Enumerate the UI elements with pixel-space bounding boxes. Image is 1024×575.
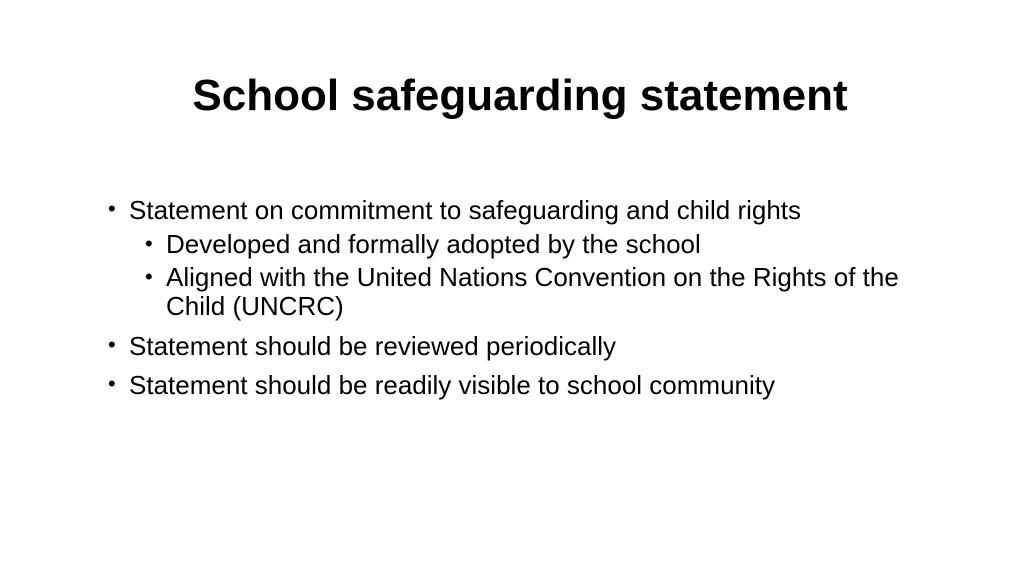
bullet-text: Statement should be readily visible to school community [129, 370, 775, 400]
bullet-icon: • [145, 231, 153, 256]
bullet-text: Aligned with the United Nations Convention on the Rights of the Child (UNCRC) [166, 262, 899, 321]
bullet-icon: • [108, 371, 116, 396]
bullet-icon: • [108, 332, 116, 357]
bullet-text: Statement should be reviewed periodically [129, 331, 617, 361]
bullet-item [108, 331, 948, 362]
bullet-item [108, 195, 948, 226]
sub-bullet-item [108, 263, 926, 321]
sub-bullet-item [108, 230, 926, 259]
slide-title: School safeguarding statement [192, 71, 848, 120]
bullet-list [108, 195, 948, 409]
bullet-icon: • [145, 264, 153, 289]
bullet-icon: • [108, 196, 116, 221]
bullet-item [108, 370, 948, 401]
bullet-text: Statement on commitment to safeguarding and child rights [129, 195, 802, 225]
bullet-text: Developed and formally adopted by the school [166, 229, 701, 259]
